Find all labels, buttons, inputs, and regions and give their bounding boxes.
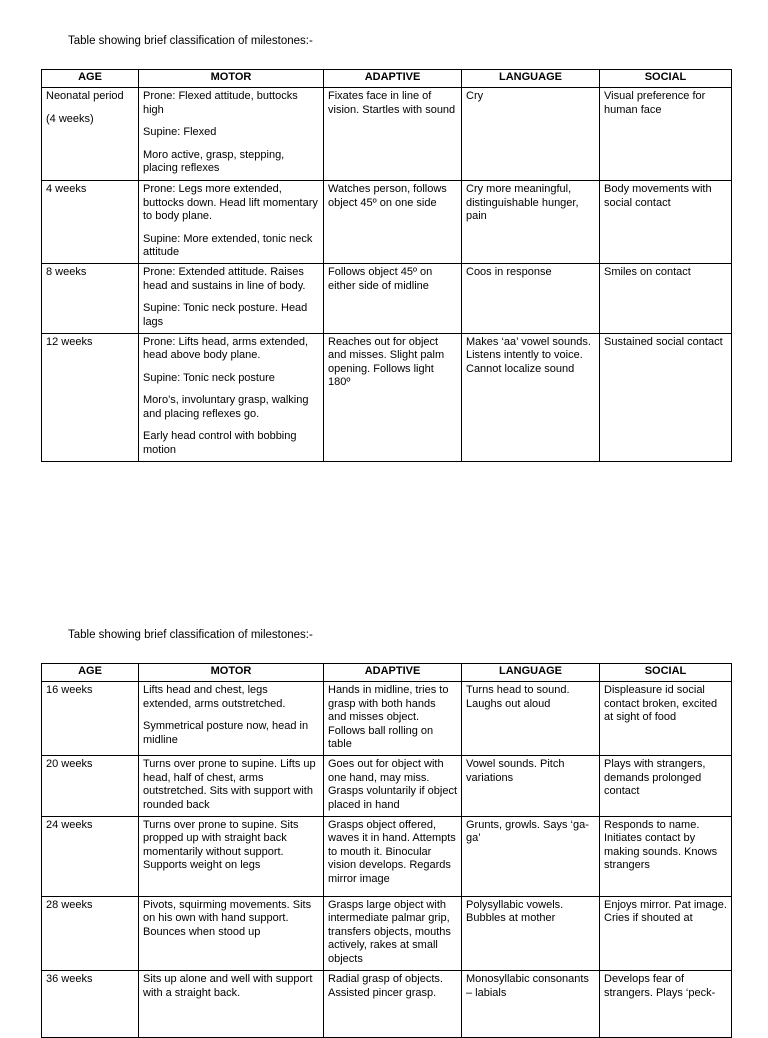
cell-age: [42, 264, 139, 334]
cell-text: Pivots, squirming movements. Sits on his own with hand support. Bounces when stood up: [143, 899, 312, 938]
table-caption-bottom: Table showing brief classification of milestones:-: [68, 629, 313, 641]
cell-text: Moro active, grasp, stepping, placing reflexes: [143, 148, 285, 175]
cell-adaptive: [324, 897, 462, 971]
cell-social: [600, 181, 732, 264]
cell-social: [600, 897, 732, 971]
cell-age: [42, 897, 139, 971]
table-row: [42, 756, 732, 817]
milestones-table-2: [41, 663, 731, 1038]
cell-adaptive: [324, 264, 462, 334]
cell-text: Prone: Legs more extended, buttocks down. Head lift momentary to body plane.: [143, 183, 318, 223]
table-body: [42, 682, 732, 1038]
cell-social: [600, 756, 732, 817]
cell-age: [42, 817, 139, 897]
cell-text: Vowel sounds. Pitch variations: [466, 758, 565, 784]
cell-text: Hands in midline, tries to grasp with both hands and misses object. Follows ball rolling on table: [328, 684, 449, 751]
cell-text: Makes ‘aa’ vowel sounds. Listens intently to voice. Cannot localize sound: [466, 336, 591, 375]
header-language: LANGUAGE: [462, 70, 600, 88]
cell-language: [462, 264, 600, 334]
cell-text: Supine: More extended, tonic neck attitude: [143, 232, 313, 259]
cell-text: Fixates face in line of vision. Startles with sound: [328, 90, 456, 116]
cell-text: Polysyllabic vowels. Bubbles at mother: [466, 899, 564, 925]
cell-text: Turns over prone to supine. Lifts up head, half of chest, arms outstretched. Sits with support with rounded back: [143, 758, 316, 811]
cell-motor: [139, 88, 324, 181]
cell-motor: [139, 971, 324, 1038]
cell-motor: [139, 897, 324, 971]
cell-language: [462, 817, 600, 897]
table-row: [42, 264, 732, 334]
table-row: [42, 971, 732, 1038]
table-row: [42, 334, 732, 462]
cell-text: 20 weeks: [46, 758, 93, 771]
cell-text: Moro’s, involuntary grasp, walking and placing reflexes go.: [143, 394, 309, 420]
cell-motor: [139, 756, 324, 817]
table-row: [42, 817, 732, 897]
cell-motor: [139, 264, 324, 334]
cell-text: Grasps object offered, waves it in hand. Attempts to mouth it. Binocular vision develops. Regards mirror image: [328, 819, 456, 885]
cell-adaptive: [324, 334, 462, 462]
cell-text: (4 weeks): [46, 112, 94, 125]
cell-text: Grasps large object with intermediate palmar grip, transfers objects, mouths actively, rakes at small objects: [328, 899, 451, 965]
cell-text: Supine: Flexed: [143, 126, 217, 139]
cell-language: [462, 334, 600, 462]
cell-text: Turns head to sound. Laughs out aloud: [466, 684, 570, 710]
cell-text: 8 weeks: [46, 266, 87, 279]
cell-age: [42, 181, 139, 264]
cell-text: Monosyllabic consonants – labials: [466, 973, 589, 999]
cell-motor: [139, 334, 324, 462]
milestones-table: [41, 663, 732, 1038]
cell-age: [42, 334, 139, 462]
cell-text: Turns over prone to supine. Sits propped up with straight back momentarily without support. Supports weight on legs: [143, 819, 299, 872]
cell-language: [462, 897, 600, 971]
cell-adaptive: [324, 181, 462, 264]
cell-text: 16 weeks: [46, 684, 93, 697]
header-age: AGE: [42, 664, 139, 682]
cell-adaptive: [324, 682, 462, 756]
cell-text: Radial grasp of objects. Assisted pincer grasp.: [328, 973, 443, 999]
cell-age: [42, 756, 139, 817]
cell-text: Enjoys mirror. Pat image. Cries if shouted at: [604, 899, 727, 925]
milestones-table-1: [41, 69, 731, 462]
cell-text: Watches person, follows object 45º on one side: [328, 183, 447, 209]
table-row: [42, 682, 732, 756]
cell-social: [600, 682, 732, 756]
cell-social: [600, 264, 732, 334]
table-row: [42, 897, 732, 971]
cell-text: 12 weeks: [46, 336, 93, 349]
cell-text: Cry: [466, 90, 484, 103]
cell-age: [42, 682, 139, 756]
cell-text: Grunts, growls. Says ‘ga-ga’: [466, 819, 589, 845]
table-caption-top: Table showing brief classification of milestones:-: [68, 35, 313, 47]
cell-text: Supine: Tonic neck posture. Head lags: [143, 302, 308, 328]
cell-text: Neonatal period: [46, 90, 124, 103]
cell-social: [600, 334, 732, 462]
cell-language: [462, 181, 600, 264]
table-header-row: [42, 70, 732, 88]
cell-adaptive: [324, 756, 462, 817]
cell-text: Early head control with bobbing motion: [143, 430, 297, 456]
cell-age: [42, 971, 139, 1038]
cell-social: [600, 817, 732, 897]
cell-language: [462, 682, 600, 756]
header-language: LANGUAGE: [462, 664, 600, 682]
header-motor: MOTOR: [139, 70, 324, 88]
cell-text: 4 weeks: [46, 183, 87, 196]
cell-text: Visual preference for human face: [604, 90, 706, 116]
cell-motor: [139, 682, 324, 756]
cell-text: Sustained social contact: [604, 336, 723, 349]
milestones-table: [41, 69, 732, 462]
cell-text: Plays with strangers, demands prolonged contact: [604, 758, 706, 798]
cell-text: Cry more meaningful, distinguishable hunger, pain: [466, 183, 579, 223]
cell-text: Prone: Lifts head, arms extended, head above body plane.: [143, 336, 309, 362]
header-social: SOCIAL: [600, 664, 732, 682]
header-social: SOCIAL: [600, 70, 732, 88]
cell-language: [462, 756, 600, 817]
table-body: [42, 88, 732, 462]
cell-text: Goes out for object with one hand, may miss. Grasps voluntarily if object placed in hand: [328, 758, 457, 811]
header-motor: MOTOR: [139, 664, 324, 682]
cell-text: Follows object 45º on either side of midline: [328, 266, 433, 292]
cell-text: 24 weeks: [46, 819, 93, 832]
cell-text: Develops fear of strangers. Plays ‘peck-: [604, 973, 716, 999]
cell-age: [42, 88, 139, 181]
header-age: AGE: [42, 70, 139, 88]
cell-social: [600, 971, 732, 1038]
header-adaptive: ADAPTIVE: [324, 664, 462, 682]
cell-motor: [139, 817, 324, 897]
cell-language: [462, 971, 600, 1038]
cell-text: Prone: Flexed attitude, buttocks high: [143, 90, 298, 116]
cell-text: Supine: Tonic neck posture: [143, 371, 275, 384]
table-header-row: [42, 664, 732, 682]
cell-text: Prone: Extended attitude. Raises head and sustains in line of body.: [143, 266, 306, 292]
cell-text: Reaches out for object and misses. Slight palm opening. Follows light 180º: [328, 336, 445, 389]
cell-text: Responds to name. Initiates contact by making sounds. Knows strangers: [604, 819, 718, 872]
header-adaptive: ADAPTIVE: [324, 70, 462, 88]
cell-text: Body movements with social contact: [604, 183, 712, 209]
cell-text: Lifts head and chest, legs extended, arms outstretched.: [143, 684, 286, 710]
table-row: [42, 181, 732, 264]
cell-adaptive: [324, 971, 462, 1038]
cell-adaptive: [324, 88, 462, 181]
cell-text: 28 weeks: [46, 899, 93, 912]
cell-text: Smiles on contact: [604, 266, 691, 279]
cell-text: Displeasure id social contact broken, excited at sight of food: [604, 684, 718, 724]
cell-adaptive: [324, 817, 462, 897]
cell-text: Symmetrical posture now, head in midline: [143, 720, 309, 746]
cell-social: [600, 88, 732, 181]
cell-text: Coos in response: [466, 266, 552, 279]
cell-text: Sits up alone and well with support with a straight back.: [143, 973, 313, 999]
table-row: [42, 88, 732, 181]
cell-motor: [139, 181, 324, 264]
cell-text: 36 weeks: [46, 973, 93, 986]
cell-language: [462, 88, 600, 181]
